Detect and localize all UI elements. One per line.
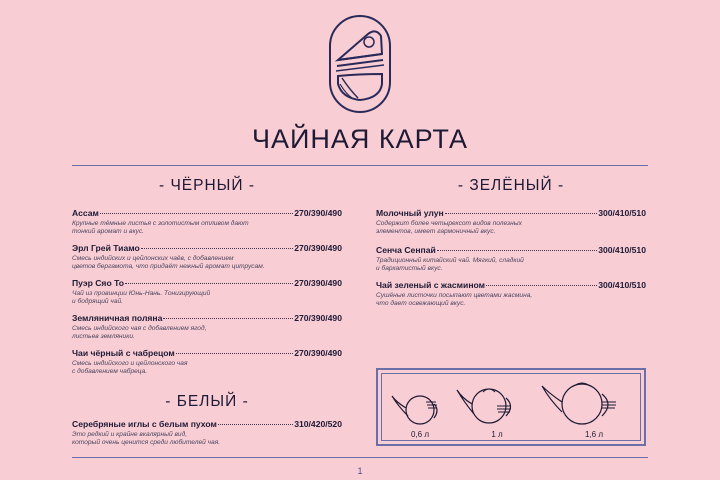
item-price: 270/390/490	[294, 313, 342, 323]
item-description: Крупные тёмные листья с золотистым отливом дают тонкий аромат и вкус.	[72, 220, 249, 235]
menu-item	[72, 243, 342, 271]
item-price: 300/410/510	[598, 280, 646, 290]
item-price: 270/390/490	[294, 278, 342, 288]
item-price: 270/390/490	[294, 243, 342, 253]
menu-item	[72, 419, 342, 447]
teapot-medium-icon	[455, 384, 519, 428]
teapot-volume-label: 0,6 л	[410, 430, 429, 439]
item-name: Серебряные иглы с белым пухом	[72, 419, 217, 429]
teapot-large-icon	[540, 380, 620, 428]
top-divider	[72, 165, 648, 166]
menu-item	[72, 278, 342, 306]
teapot-volume-label: 1 л	[491, 430, 503, 439]
item-description: Традиционный китайский чай. Мягкий, сладкий и бархатистый вкус.	[376, 257, 524, 272]
item-price: 300/410/510	[598, 208, 646, 218]
section-heading-white: - БЕЛЫЙ -	[165, 393, 249, 410]
item-name: Ассам	[72, 208, 99, 218]
menu-item	[376, 208, 646, 236]
item-description: Смесь индийского и цейлонского чая с добавлением чабреца.	[72, 360, 188, 375]
item-description: Содержит более четырехсот видов полезных элементов, имеет гармоничный вкус.	[376, 220, 522, 235]
item-price: 270/390/490	[294, 208, 342, 218]
cafe-logo-icon	[328, 14, 392, 114]
item-description: Сушёные листочки посыпают цветами жасмина, что дает освежающий вкус.	[376, 292, 533, 307]
item-name: Эрл Грей Тиамо	[72, 243, 140, 253]
item-price: 310/420/520	[294, 419, 342, 429]
item-description: Смесь индийского чая с добавлением ягод, листьев земляники.	[72, 325, 207, 340]
item-name: Сенча Сенпай	[376, 245, 436, 255]
item-description: Смесь индийских и цейлонских чаёв, с добавлением цветов бергамота, что придаёт нежный аромат цитрусам.	[72, 255, 265, 270]
menu-item	[376, 245, 646, 273]
page-title: ЧАЙНАЯ КАРТА	[251, 124, 469, 154]
item-name: Молочный улун	[376, 208, 444, 218]
teapot-volume-label: 1,6 л	[584, 430, 603, 439]
teapot-small-icon	[390, 388, 442, 428]
item-description: Чай из провинции Юнь-Нань. Тонизирующий и бодрящий чай.	[72, 290, 211, 305]
bottom-divider	[72, 457, 648, 458]
item-name: Пуэр Сяо То	[72, 278, 125, 288]
section-heading-green: - ЗЕЛЁНЫЙ -	[457, 177, 565, 194]
item-price: 270/390/490	[294, 348, 342, 358]
menu-item	[376, 280, 646, 308]
item-price: 300/410/510	[598, 245, 646, 255]
section-heading-black: - ЧЁРНЫЙ -	[158, 177, 255, 194]
item-name: Чай зеленый с жасмином	[376, 280, 485, 290]
menu-item	[72, 348, 342, 376]
menu-item	[72, 208, 342, 236]
page-number: 1	[357, 466, 363, 476]
item-name: Земляничная поляна	[72, 313, 163, 323]
item-name: Чаи чёрный с чабрецом	[72, 348, 175, 358]
item-description: Это редкий и крайне вкалярный вид, который очень ценится среди любителей чая.	[72, 431, 221, 446]
menu-item	[72, 313, 342, 341]
